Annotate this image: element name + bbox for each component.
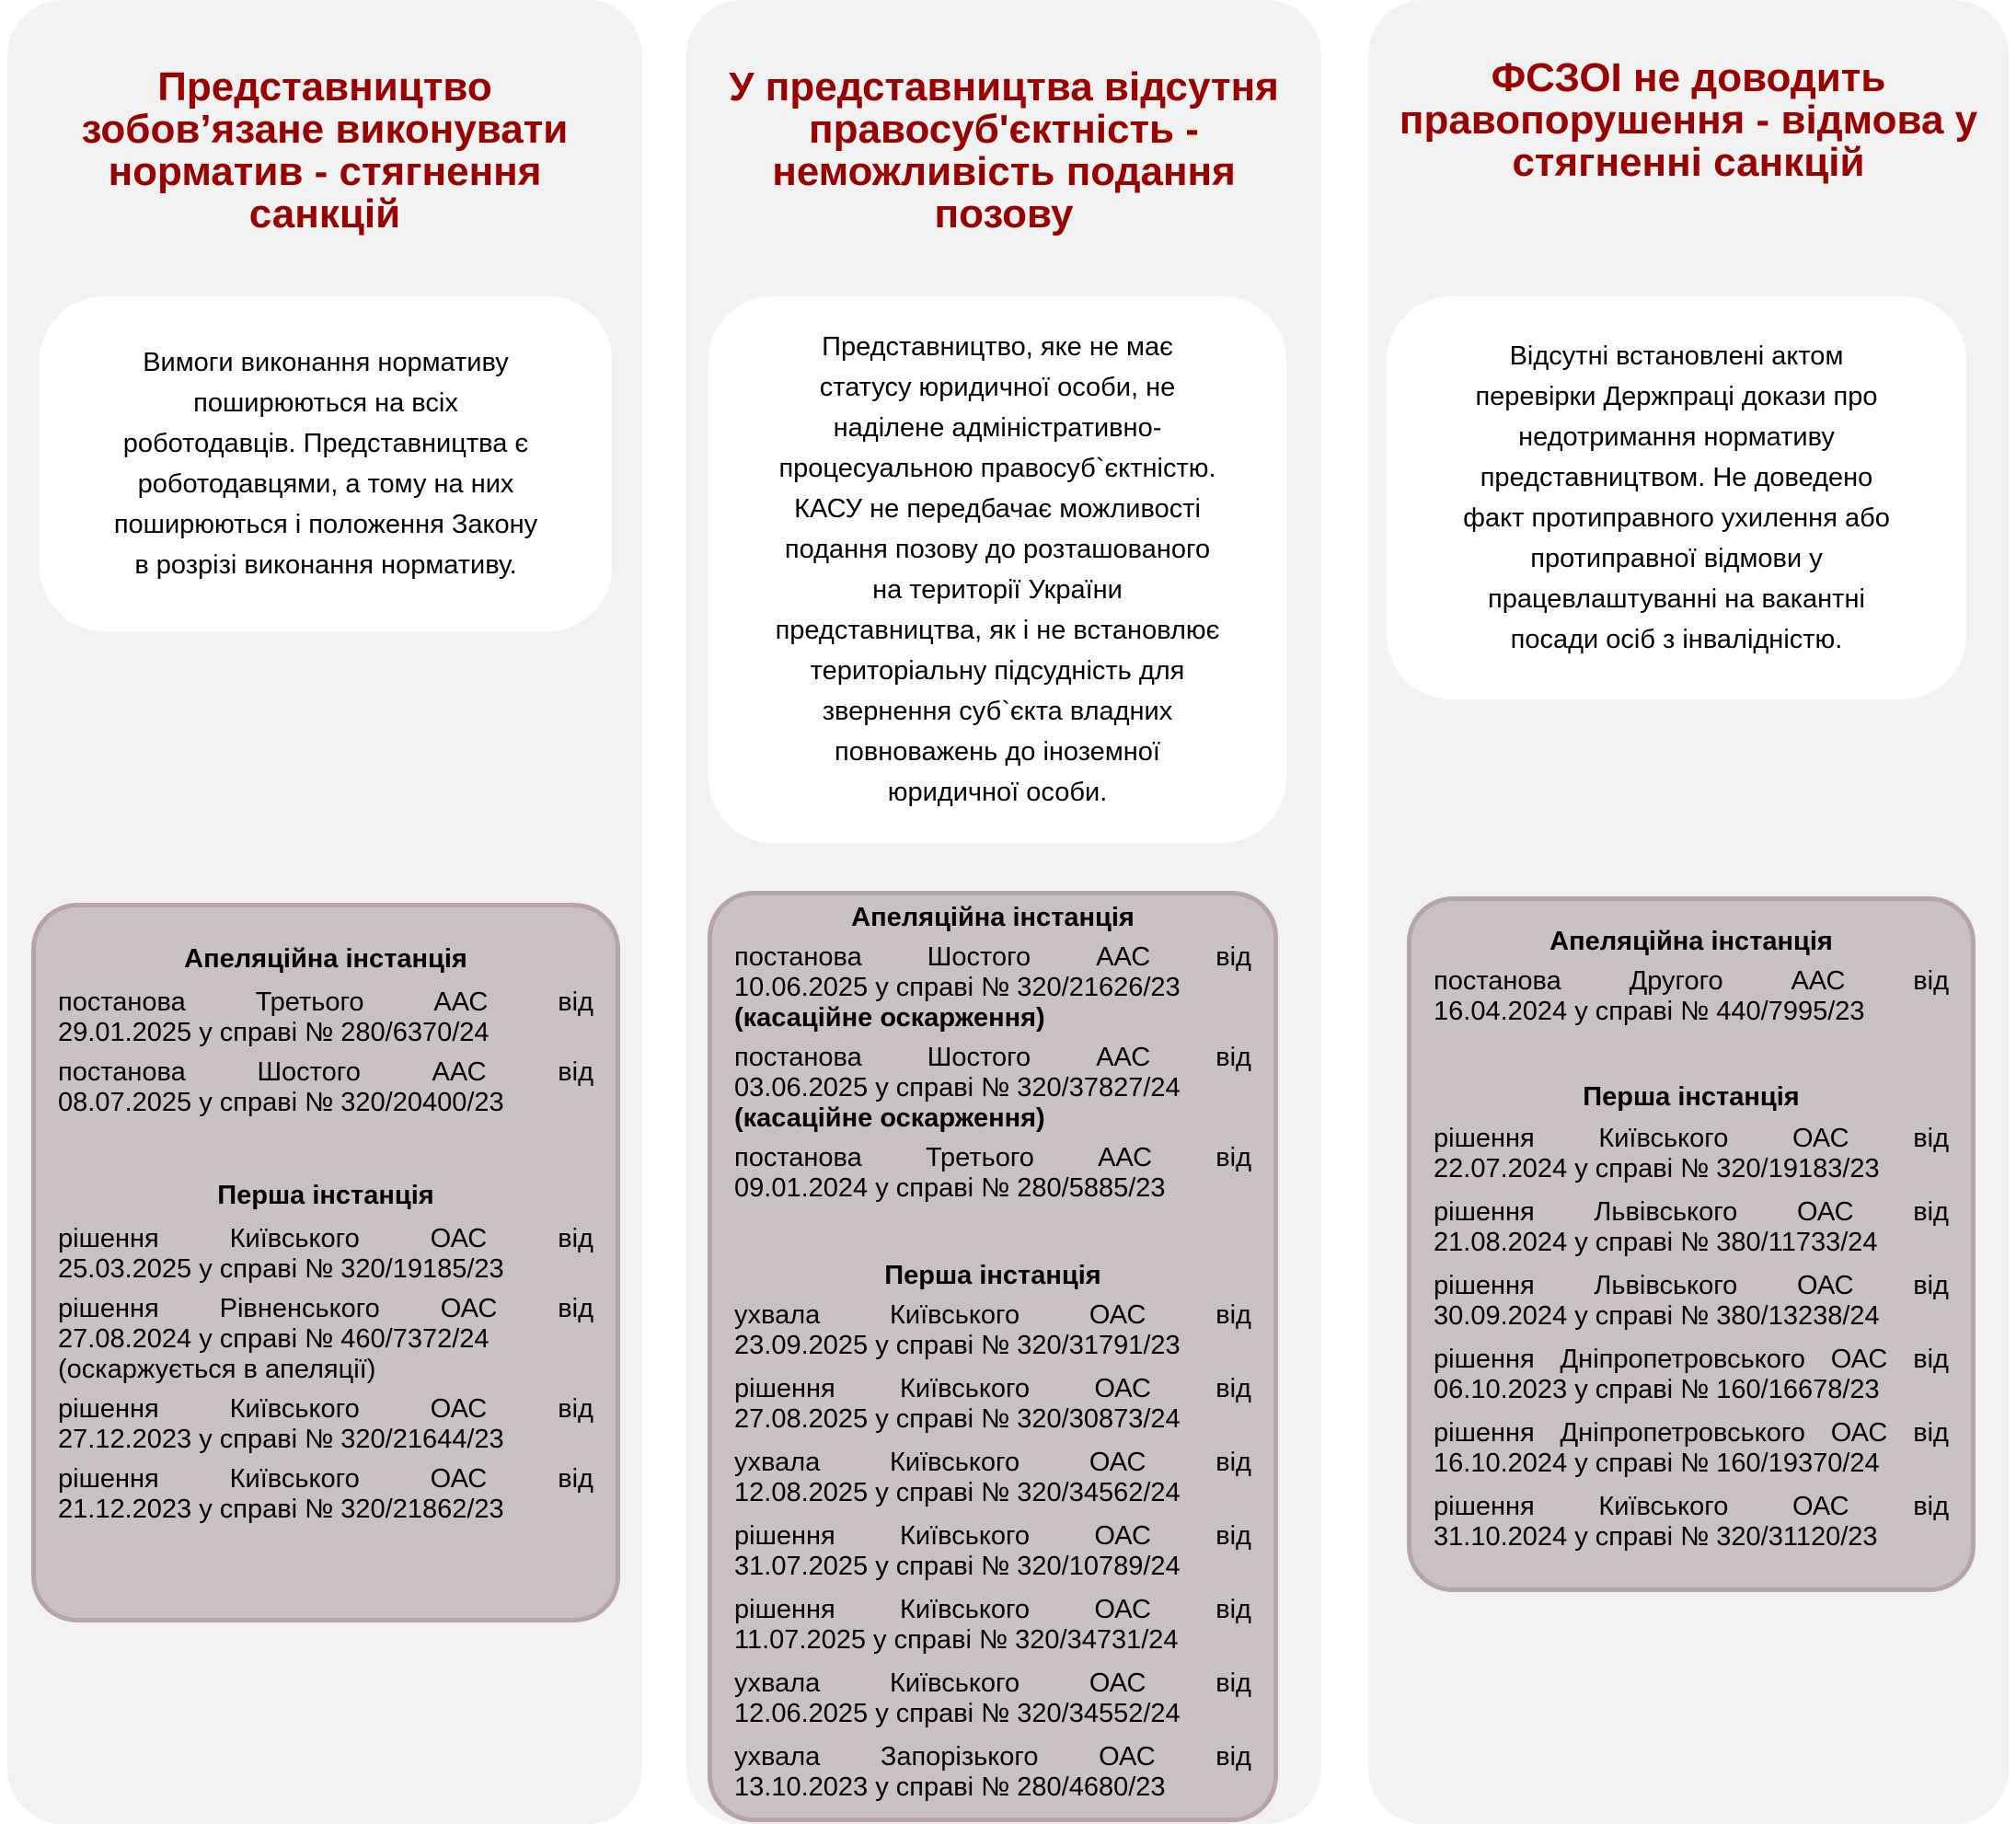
- column-sanctions: [7, 0, 642, 1824]
- case-item: постанова Третього ААС від 29.01.2025 у справі № 280/6370/24: [58, 987, 593, 1047]
- first-instance-heading: Перша інстанція: [217, 1181, 434, 1210]
- explanation-box: Представництво, яке не має статусу юридичної особи, не наділене адміністративно- процесуальною правосуб`єктністю. КАСУ не передбачає можливості подання позову до розташованого на території України представництва, як і не встановлює територіальну підсудність для звернення суб`єкта владних повноважень до іноземної юридичної особи.: [708, 296, 1286, 843]
- case-item: постанова Шостого ААС від 10.06.2025 у справі № 320/21626/23 (касаційне оскарження): [734, 942, 1251, 1033]
- case-word: Запорізького: [880, 1742, 1039, 1772]
- case-word: від: [1913, 1418, 1949, 1448]
- case-item: постанова Шостого ААС від 08.07.2025 у справі № 320/20400/23: [58, 1057, 593, 1117]
- case-word: ухвала: [734, 1668, 821, 1698]
- case-word: рішення: [58, 1294, 159, 1323]
- case-word: ОАС: [1089, 1300, 1146, 1330]
- case-word: рішення: [1434, 1124, 1535, 1153]
- case-word: Київського: [890, 1300, 1020, 1330]
- explanation-box: Вимоги виконання нормативу поширюються на всіх роботодавців. Представництва є роботодавцями, а тому на них поширюються і положення Закону в розрізі виконання нормативу.: [40, 296, 612, 631]
- case-item: ухвала Київського ОАС від 23.09.2025 у справі № 320/31791/23: [734, 1300, 1251, 1360]
- appellate-heading: Апеляційна інстанція: [184, 944, 467, 974]
- case-word: Київського: [229, 1464, 360, 1494]
- case-word: рішення: [58, 1464, 159, 1494]
- case-word: від: [1215, 1448, 1251, 1477]
- case-word: Київського: [890, 1448, 1020, 1477]
- case-word: ОАС: [1094, 1521, 1151, 1551]
- case-word: ОАС: [1792, 1492, 1849, 1521]
- case-word: ААС: [1791, 966, 1846, 996]
- case-word: рішення: [734, 1595, 835, 1624]
- case-word: від: [1913, 966, 1949, 996]
- case-item: рішення Дніпропетровського ОАС від 06.10.2023 у справі № 160/16678/23: [1434, 1345, 1949, 1404]
- case-word: ААС: [1096, 1043, 1151, 1072]
- case-word: Київського: [890, 1668, 1020, 1698]
- case-word: ОАС: [430, 1224, 488, 1253]
- column-title: Представництво зобов’язане виконувати норматив - стягнення санкцій: [81, 64, 569, 237]
- case-word: від: [558, 1294, 593, 1323]
- case-word: постанова: [58, 987, 186, 1017]
- case-word: ОАС: [1792, 1124, 1849, 1153]
- case-word: ААС: [1096, 942, 1151, 972]
- case-item: рішення Київського ОАС від 25.03.2025 у справі № 320/19185/23: [58, 1224, 593, 1284]
- column-no-legal-capacity: [686, 0, 1321, 1824]
- appellate-heading: Апеляційна інстанція: [1549, 927, 1833, 956]
- case-word: ААС: [1098, 1143, 1153, 1172]
- case-word: від: [1215, 1374, 1251, 1403]
- case-word: від: [1215, 1742, 1251, 1772]
- case-word: ААС: [433, 987, 489, 1017]
- case-list-box: [1407, 896, 1976, 1592]
- case-word: від: [1215, 1668, 1251, 1698]
- case-item: рішення Львівського ОАС від 21.08.2024 у справі № 380/11733/24: [1434, 1197, 1949, 1257]
- case-word: Шостого: [927, 942, 1031, 972]
- case-word: Другого: [1629, 966, 1723, 996]
- case-word: рішення: [1434, 1492, 1535, 1521]
- case-word: рішення: [1434, 1418, 1535, 1448]
- case-word: рішення: [1434, 1197, 1535, 1227]
- case-word: Дніпропетровського: [1560, 1418, 1805, 1448]
- case-word: ОАС: [1089, 1668, 1146, 1698]
- case-item: рішення Київського ОАС від 27.12.2023 у справі № 320/21644/23: [58, 1394, 593, 1454]
- case-word: рішення: [734, 1521, 835, 1551]
- case-item: рішення Київського ОАС від 22.07.2024 у справі № 320/19183/23: [1434, 1124, 1949, 1183]
- case-word: рішення: [734, 1374, 835, 1403]
- case-word: Київського: [899, 1374, 1031, 1403]
- column-title: У представництва відсутня правосуб'єктність - неможливість подання позову: [729, 64, 1279, 237]
- case-word: постанова: [1434, 966, 1561, 996]
- case-word: від: [1215, 1300, 1251, 1330]
- case-word: Київського: [1598, 1124, 1729, 1153]
- case-word: постанова: [734, 942, 862, 972]
- case-item: постанова Шостого ААС від 03.06.2025 у справі № 320/37827/24 (касаційне оскарження): [734, 1043, 1251, 1133]
- explanation-box: Відсутні встановлені актом перевірки Держпраці докази про недотримання нормативу представництвом. Не доведено факт протиправного ухилення або протиправної відмови у працевлаштуванні на вакантні посади осіб з інвалідністю.: [1387, 296, 1966, 699]
- case-item: постанова Другого ААС від 16.04.2024 у справі № 440/7995/23: [1434, 966, 1949, 1026]
- case-word: рішення: [58, 1224, 159, 1253]
- case-item: рішення Рівненського ОАС від 27.08.2024 у справі № 460/7372/24 (оскаржується в апеляції): [58, 1294, 593, 1384]
- case-word: Дніпропетровського: [1560, 1345, 1805, 1374]
- case-word: ААС: [432, 1057, 487, 1087]
- case-word: ОАС: [1094, 1595, 1151, 1624]
- case-word: Шостого: [257, 1057, 361, 1087]
- case-item: рішення Київського ОАС від 21.12.2023 у справі № 320/21862/23: [58, 1464, 593, 1524]
- case-word: Київського: [899, 1595, 1031, 1624]
- case-item: рішення Київського ОАС від 31.10.2024 у справі № 320/31120/23: [1434, 1492, 1949, 1552]
- case-word: ОАС: [1094, 1374, 1151, 1403]
- case-word: Третього: [255, 987, 364, 1017]
- case-list-box: [708, 891, 1278, 1822]
- case-word: Третього: [925, 1143, 1034, 1172]
- case-word: Київського: [899, 1521, 1031, 1551]
- case-item: ухвала Київського ОАС від 12.06.2025 у справі № 320/34552/24: [734, 1668, 1251, 1728]
- case-word: ОАС: [430, 1464, 488, 1494]
- appellate-heading: Апеляційна інстанція: [851, 903, 1135, 932]
- case-word: рішення: [1434, 1271, 1535, 1300]
- case-word: від: [558, 1224, 593, 1253]
- case-word: ОАС: [1796, 1271, 1854, 1300]
- case-word: від: [1215, 1521, 1251, 1551]
- column-no-violation-proven: [1368, 0, 2009, 1824]
- case-word: ОАС: [1796, 1197, 1854, 1227]
- case-item: рішення Львівського ОАС від 30.09.2024 у справі № 380/13238/24: [1434, 1271, 1949, 1331]
- case-word: від: [1215, 1143, 1251, 1172]
- case-word: Рівненського: [219, 1294, 380, 1323]
- case-word: ухвала: [734, 1742, 821, 1772]
- case-word: Шостого: [927, 1043, 1031, 1072]
- case-word: постанова: [58, 1057, 186, 1087]
- case-item: рішення Київського ОАС від 11.07.2025 у справі № 320/34731/24: [734, 1595, 1251, 1655]
- case-word: ухвала: [734, 1448, 821, 1477]
- case-word: постанова: [734, 1043, 862, 1072]
- case-word: Київського: [229, 1224, 360, 1253]
- case-word: від: [558, 1464, 593, 1494]
- case-word: від: [1215, 1595, 1251, 1624]
- case-item: рішення Київського ОАС від 31.07.2025 у справі № 320/10789/24: [734, 1521, 1251, 1581]
- case-word: від: [558, 987, 593, 1017]
- first-instance-heading: Перша інстанція: [884, 1261, 1101, 1290]
- first-instance-heading: Перша інстанція: [1583, 1082, 1800, 1112]
- case-word: від: [1913, 1197, 1949, 1227]
- column-title: ФСЗОІ не доводить правопорушення - відмова у стягненні санкцій: [1399, 55, 1978, 185]
- case-word: ухвала: [734, 1300, 821, 1330]
- case-item: постанова Третього ААС від 09.01.2024 у справі № 280/5885/23: [734, 1143, 1251, 1203]
- case-word: Львівського: [1594, 1197, 1738, 1227]
- case-word: від: [1215, 942, 1251, 972]
- case-word: від: [1913, 1271, 1949, 1300]
- case-word: постанова: [734, 1143, 862, 1172]
- case-word: Львівського: [1594, 1271, 1738, 1300]
- case-item: рішення Київського ОАС від 27.08.2025 у справі № 320/30873/24: [734, 1374, 1251, 1434]
- case-word: ОАС: [1089, 1448, 1146, 1477]
- case-word: ОАС: [1099, 1742, 1156, 1772]
- case-word: від: [558, 1394, 593, 1424]
- case-word: ОАС: [1830, 1345, 1888, 1374]
- case-item: ухвала Київського ОАС від 12.08.2025 у справі № 320/34562/24: [734, 1448, 1251, 1507]
- case-word: від: [1215, 1043, 1251, 1072]
- case-list-box: [31, 903, 620, 1622]
- case-word: рішення: [58, 1394, 159, 1424]
- case-word: рішення: [1434, 1345, 1535, 1374]
- case-word: від: [1913, 1345, 1949, 1374]
- case-word: ОАС: [440, 1294, 498, 1323]
- case-word: від: [1913, 1492, 1949, 1521]
- case-item: ухвала Запорізького ОАС від 13.10.2023 у справі № 280/4680/23: [734, 1742, 1251, 1802]
- case-word: від: [1913, 1124, 1949, 1153]
- case-word: Київського: [229, 1394, 360, 1424]
- case-item: рішення Дніпропетровського ОАС від 16.10.2024 у справі № 160/19370/24: [1434, 1418, 1949, 1478]
- case-word: ОАС: [430, 1394, 488, 1424]
- case-word: Київського: [1598, 1492, 1729, 1521]
- case-word: від: [558, 1057, 593, 1087]
- case-word: ОАС: [1830, 1418, 1888, 1448]
